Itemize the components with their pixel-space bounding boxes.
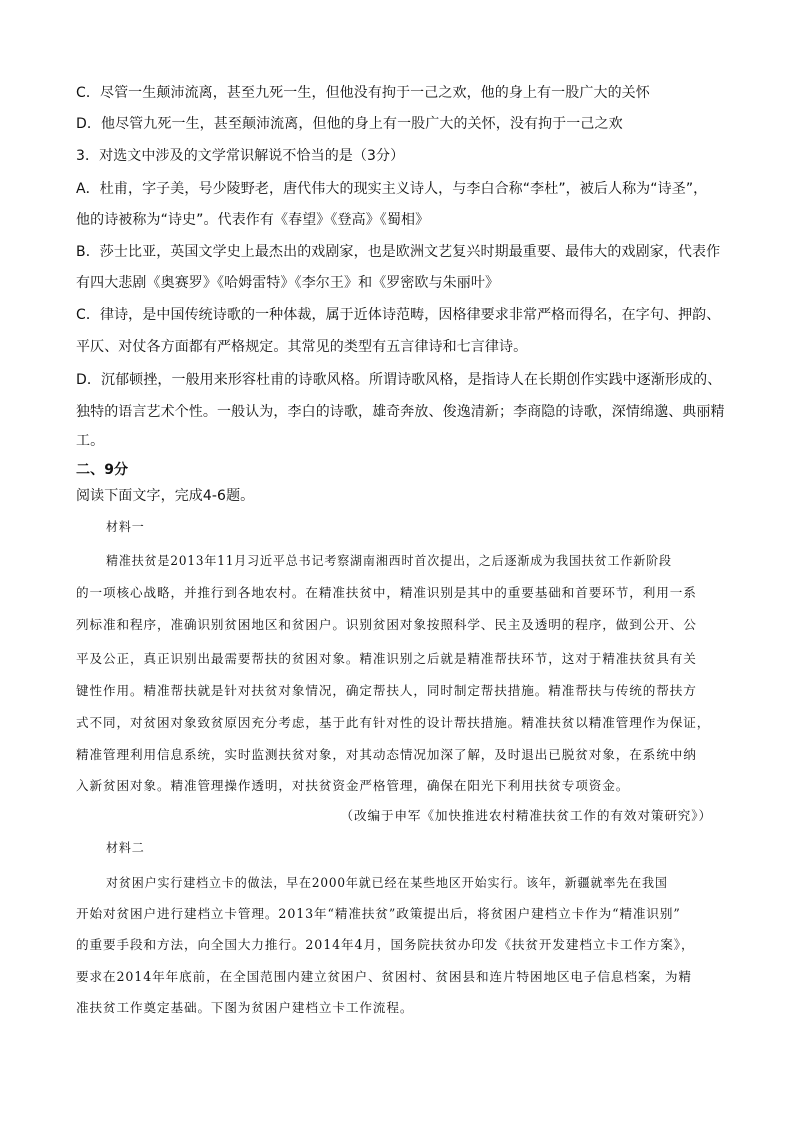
- question-3-option-b-line-2: 有四大悲剧《奥赛罗》《哈姆雷特》《李尔王》和《罗密欧与朱丽叶》: [76, 275, 500, 291]
- material-1-line: 入新贫困对象。精准管理操作透明，对扶贫资金严格管理，确保在阳光下利用扶贫专项资金。: [76, 778, 630, 793]
- question-3-option-c-line-1: C．律诗，是中国传统诗歌的一种体裁，属于近体诗范畴，因格律要求非常严格而得名，在字句、押韵、: [76, 307, 721, 323]
- material-1-line: 的一项核心战略，并推行到各地农村。在精准扶贫中，精准识别是其中的重要基础和首要环节，利用一系: [76, 585, 697, 600]
- material-1-source: （改编于申军《加快推进农村精准扶贫工作的有效对策研究》）: [340, 808, 712, 823]
- material-2-line: 准扶贫工作奠定基础。下图为贫困户建档立卡工作流程。: [76, 1000, 414, 1015]
- question-3-option-c-line-2: 平仄、对仗各方面都有严格规定。其常见的类型有五言律诗和七言律诗。: [76, 339, 528, 355]
- material-2-label: 材料二: [106, 840, 145, 855]
- question-3-option-d-line-3: 工。: [76, 433, 105, 449]
- material-1-line: 平及公正，真正识别出最需要帮扶的贫困对象。精准识别之后就是精准帮扶环节，这对于精准扶贫具有关: [76, 651, 697, 666]
- question-3-option-a-line-1: A．杜甫，字子美，号少陵野老，唐代伟大的现实主义诗人，与李白合称“李杜”，被后人称为“诗圣”，: [76, 181, 708, 197]
- section-2-heading: 二、9分: [76, 462, 129, 478]
- section-2-instruction: 阅读下面文字，完成4-6题。: [76, 488, 255, 504]
- material-2-line: 的重要手段和方法，向全国大力推行。2014年4月，国务院扶贫办印发《扶贫开发建档立卡工作方案》，: [76, 937, 695, 952]
- material-1-line: 精准扶贫是2013年11月习近平总书记考察湖南湘西时首次提出，之后逐渐成为我国扶贫工作新阶段: [106, 553, 672, 568]
- material-2-line: 开始对贫困户进行建档立卡管理。2013年“精准扶贫”政策提出后，将贫困户建档立卡作为“精准识别”: [76, 906, 681, 921]
- question-3-option-d-line-1: D．沉郁顿挫，一般用来形容杜甫的诗歌风格。所谓诗歌风格，是指诗人在长期创作实践中逐渐形成的、: [76, 372, 722, 388]
- material-2-line: 对贫困户实行建档立卡的做法，早在2000年就已经在某些地区开始实行。该年，新疆就率先在我国: [106, 875, 668, 890]
- question-3-option-d-line-2: 独特的语言艺术个性。一般认为，李白的诗歌，雄奇奔放、俊逸清新；李商隐的诗歌，深情绵邈、典丽精: [76, 404, 725, 420]
- question-2-option-d: D．他尽管九死一生，甚至颠沛流离，但他的身上有一股广大的关怀，没有拘于一己之欢: [76, 116, 623, 132]
- question-3-option-a-line-2: 他的诗被称为“诗史”。代表作有《春望》《登高》《蜀相》: [76, 212, 430, 228]
- question-2-option-c: C．尽管一生颠沛流离，甚至九死一生，但他没有拘于一己之欢，他的身上有一股广大的关怀: [76, 85, 650, 101]
- question-3-option-b-line-1: B．莎士比亚，英国文学史上最杰出的戏剧家，也是欧洲文艺复兴时期最重要、最伟大的戏剧家，代表作: [76, 244, 721, 260]
- material-1-line: 键性作用。精准帮扶就是针对扶贫对象情况，确定帮扶人，同时制定帮扶措施。精准帮扶与传统的帮扶方: [76, 683, 697, 698]
- material-1-label: 材料一: [106, 519, 145, 534]
- question-3-stem: 3．对选文中涉及的文学常识解说不恰当的是（3分）: [76, 148, 405, 164]
- material-1-line: 精准管理利用信息系统，实时监测扶贫对象，对其动态情况加深了解，及时退出已脱贫对象，在系统中纳: [76, 747, 697, 762]
- material-1-line: 式不同，对贫困对象致贫原因充分考虑，基于此有针对性的设计帮扶措施。精准扶贫以精准管理作为保证，: [76, 715, 711, 730]
- material-1-line: 列标准和程序，准确识别贫困地区和贫困户。识别贫困对象按照科学、民主及透明的程序，做到公开、公: [76, 617, 697, 632]
- material-2-line: 要求在2014年年底前，在全国范围内建立贫困户、贫困村、贫困县和连片特困地区电子信息档案，为精: [76, 969, 692, 984]
